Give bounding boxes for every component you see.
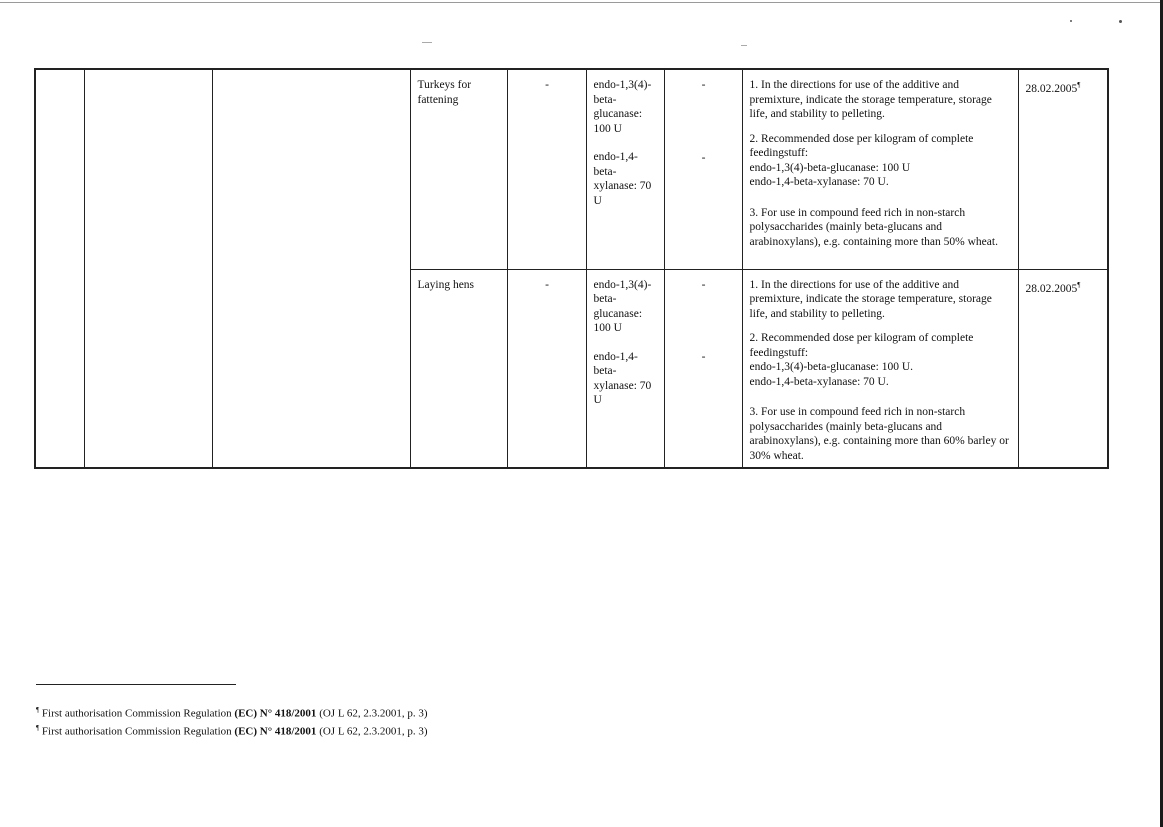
max-content-cell <box>664 69 742 269</box>
min-age-value: - <box>545 79 549 91</box>
footnote <box>36 703 428 721</box>
condition-compound-feed: 3. For use in compound feed rich in non-starch polysaccharides (mainly beta-glucans and arabinoxylans), e.g. containing more than 60% barley or 30% wheat. <box>749 406 1009 462</box>
expiry-date: 28.02.2005 <box>1025 282 1078 295</box>
spacer <box>672 292 736 350</box>
condition-dose-glucanase: endo-1,3(4)-beta-glucanase: 100 U. <box>749 361 913 373</box>
min-age-cell <box>507 69 586 269</box>
max-content-value: - <box>701 351 706 363</box>
top-scan-rule <box>0 2 1163 3</box>
min-content-xylanase: endo-1,4-beta-xylanase: 70 U <box>593 151 652 207</box>
max-content-value: - <box>701 79 706 91</box>
max-content-value: - <box>701 278 706 291</box>
footnote <box>36 721 428 739</box>
condition-dose-heading: 2. Recommended dose per kilogram of complete feedingstuff: <box>749 132 974 159</box>
footnote-reference: (OJ L 62, 2.3.2001, p. 3) <box>316 707 428 720</box>
condition-storage: 1. In the directions for use of the additive and premixture, indicate the storage temperature, storage life, and stability to pelleting. <box>749 79 992 120</box>
min-content-cell <box>586 269 664 468</box>
date-note-mark: ¶ <box>1077 81 1081 89</box>
scan-speck <box>1070 20 1072 22</box>
footnote-regulation: (EC) N° 418/2001 <box>234 725 317 738</box>
footnote-separator <box>36 684 236 685</box>
species-cell: Turkeys for fattening <box>410 69 507 269</box>
empty-cell-additive <box>84 69 212 468</box>
scan-speck <box>1119 20 1122 23</box>
min-content-cell <box>586 69 664 269</box>
expiry-date-cell <box>1018 69 1108 269</box>
min-content-glucanase: endo-1,3(4)-beta-glucanase: 100 U <box>593 278 652 334</box>
species-cell: Laying hens <box>410 269 507 468</box>
condition-dose-xylanase: endo-1,4-beta-xylanase: 70 U. <box>749 375 889 388</box>
condition-dose-xylanase: endo-1,4-beta-xylanase: 70 U. <box>749 176 889 188</box>
footnote-mark: ¶ <box>36 723 40 732</box>
min-content-xylanase: endo-1,4-beta-xylanase: 70 U <box>593 350 652 406</box>
expiry-date: 28.02.2005 <box>1025 82 1078 95</box>
min-age-value: - <box>545 278 549 291</box>
date-note-mark: ¶ <box>1077 280 1081 289</box>
condition-storage: 1. In the directions for use of the additive and premixture, indicate the storage temperature, storage life, and stability to pelleting. <box>749 278 992 320</box>
min-age-cell <box>507 269 586 468</box>
empty-cell-composition <box>212 69 410 468</box>
conditions-cell <box>742 69 1018 269</box>
expiry-date-cell <box>1018 269 1108 468</box>
footnote-text: First authorisation Commission Regulation <box>41 725 235 738</box>
empty-cell-no <box>35 69 84 468</box>
conditions-cell <box>742 269 1018 468</box>
footnote-mark: ¶ <box>36 706 40 714</box>
spacer <box>672 93 736 151</box>
footnote-text: First authorisation Commission Regulation <box>41 707 235 720</box>
footnotes <box>36 703 428 738</box>
footnote-reference: (OJ L 62, 2.3.2001, p. 3) <box>316 725 428 738</box>
scan-speck <box>422 42 432 43</box>
condition-dose-glucanase: endo-1,3(4)-beta-glucanase: 100 U <box>749 161 911 174</box>
authorisation-table <box>34 68 1109 469</box>
condition-dose-heading: 2. Recommended dose per kilogram of complete feedingstuff: <box>749 332 974 359</box>
condition-compound-feed: 3. For use in compound feed rich in non-starch polysaccharides (mainly beta-glucans and arabinoxylans), e.g. containing more than 50% wheat. <box>749 206 998 248</box>
table-row <box>35 69 1108 269</box>
min-content-glucanase: endo-1,3(4)-beta-glucanase: 100 U <box>593 79 652 135</box>
max-content-value: - <box>701 151 706 164</box>
max-content-cell <box>664 269 742 468</box>
footnote-regulation: (EC) N° 418/2001 <box>234 707 317 720</box>
scan-speck <box>741 45 747 46</box>
